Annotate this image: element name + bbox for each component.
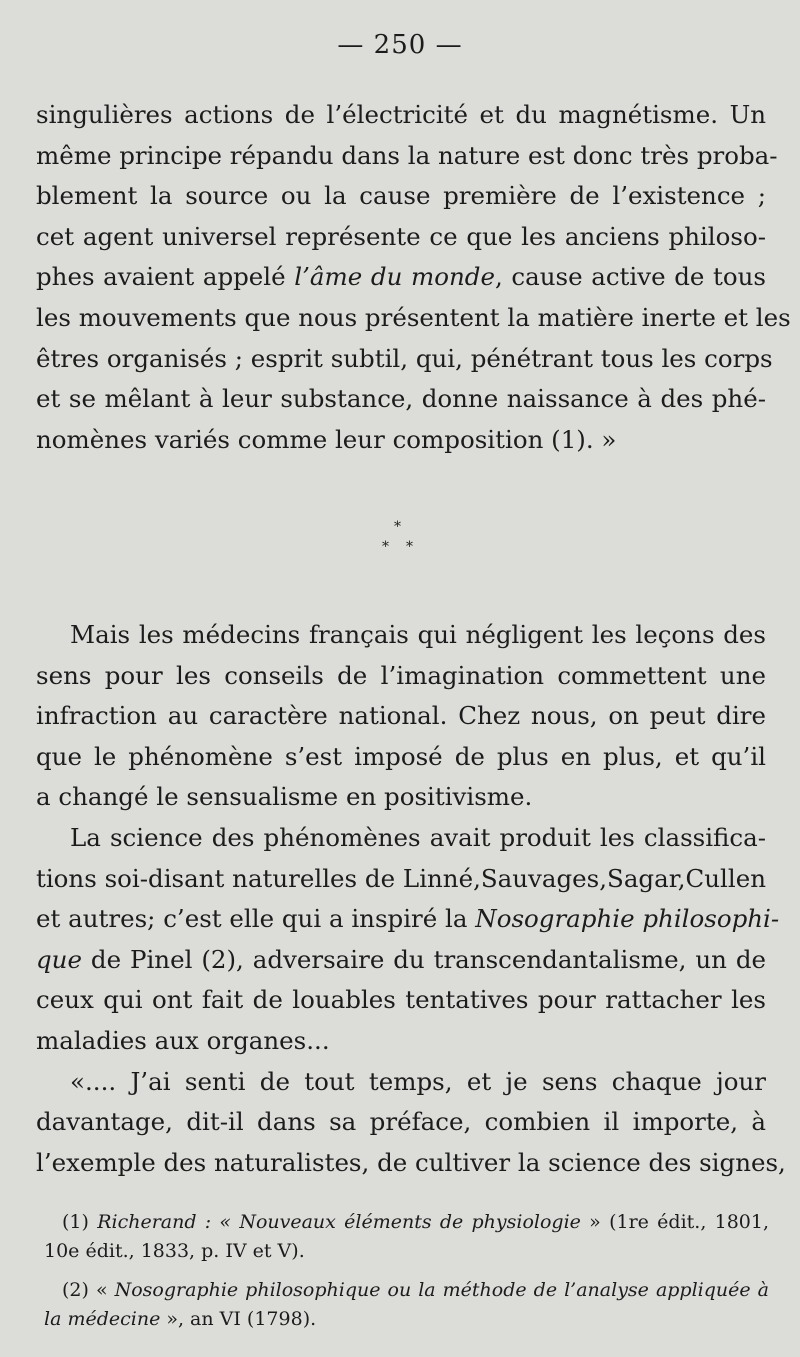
text-run: » (1re édit., 1801, — [580, 1211, 770, 1233]
italic-text: Nosographie philosophique ou la méthode de l’analyse appliquée à — [114, 1279, 769, 1301]
text-run: phes avaient appelé — [36, 262, 295, 292]
text-run: (2) « — [62, 1279, 115, 1301]
text-line: sens pour les conseils de l’imagination commettent une — [36, 660, 766, 690]
page-number: — 250 — — [337, 30, 463, 60]
text-line: ceux qui ont fait de louables tentatives pour rattacher les — [36, 985, 766, 1015]
footnote-line — [44, 1276, 769, 1305]
text-line: cet agent universel représente ce que les anciens philoso- — [36, 221, 766, 251]
text-line — [36, 899, 780, 940]
text-line — [36, 940, 766, 981]
section-separator-asterism — [0, 520, 800, 560]
text-run: de Pinel (2), adversaire du transcendantalisme, un de — [81, 944, 766, 974]
italic-text: la médecine — [44, 1308, 161, 1330]
text-line: nomènes variés comme leur composition (1). » — [36, 424, 617, 454]
body-text — [36, 615, 786, 1183]
text-line: Mais les médecins français qui négligent les leçons des — [70, 620, 766, 649]
text-run: (1) — [62, 1211, 98, 1233]
italic-text: que — [36, 944, 82, 974]
text-line: l’exemple des naturalistes, de cultiver la science des signes, — [36, 1147, 786, 1177]
asterisk: * — [382, 539, 389, 555]
text-line: singulières actions de l’électricité et du magnétisme. Un — [36, 100, 766, 129]
text-run: , cause active de tous — [494, 262, 766, 292]
footnote-line — [44, 1237, 769, 1266]
text-line: «.... J’ai senti de tout temps, et je sens chaque jour — [70, 1066, 766, 1096]
text-line: même principe répandu dans la nature est donc très proba- — [36, 140, 778, 170]
footnote-line — [44, 1305, 769, 1334]
asterisk: * — [406, 539, 413, 555]
text-line — [36, 257, 766, 298]
text-line: davantage, dit-il dans sa préface, combien il importe, à — [36, 1107, 766, 1137]
text-line: maladies aux organes... — [36, 1025, 330, 1055]
text-run: », an VI (1798). — [160, 1308, 317, 1330]
text-line: a changé le sensualisme en positivisme. — [36, 782, 533, 812]
text-line: les mouvements que nous présentent la matière inerte et les — [36, 302, 791, 332]
paragraph-continuation — [36, 95, 791, 460]
italic-text: Richerand : « Nouveaux éléments de physiologie — [97, 1211, 581, 1233]
text-line: tions soi-disant naturelles de Linné,Sauvages,Sagar,Cullen — [36, 863, 766, 893]
italic-text: l’âme du monde — [294, 262, 495, 292]
text-run: 10e édit., 1833, p. IV et V). — [44, 1240, 305, 1262]
footnote-spacer — [44, 1266, 769, 1276]
italic-text: Nosographie philosophi- — [475, 904, 780, 934]
text-run: et autres; c’est elle qui a inspiré la — [36, 904, 476, 934]
text-line: que le phénomène s’est imposé de plus en plus, et qu’il — [36, 741, 766, 771]
text-line: blement la source ou la cause première de l’existence ; — [36, 181, 766, 211]
asterisk: * — [394, 519, 401, 535]
footnote-line — [44, 1208, 769, 1237]
footnotes — [44, 1208, 769, 1334]
text-line: et se mêlant à leur substance, donne naissance à des phé- — [36, 384, 766, 414]
text-line: êtres organisés ; esprit subtil, qui, pénétrant tous les corps — [36, 343, 773, 373]
text-line: La science des phénomènes avait produit les classifica- — [70, 822, 766, 852]
text-line: infraction au caractère national. Chez nous, on peut dire — [36, 701, 766, 731]
